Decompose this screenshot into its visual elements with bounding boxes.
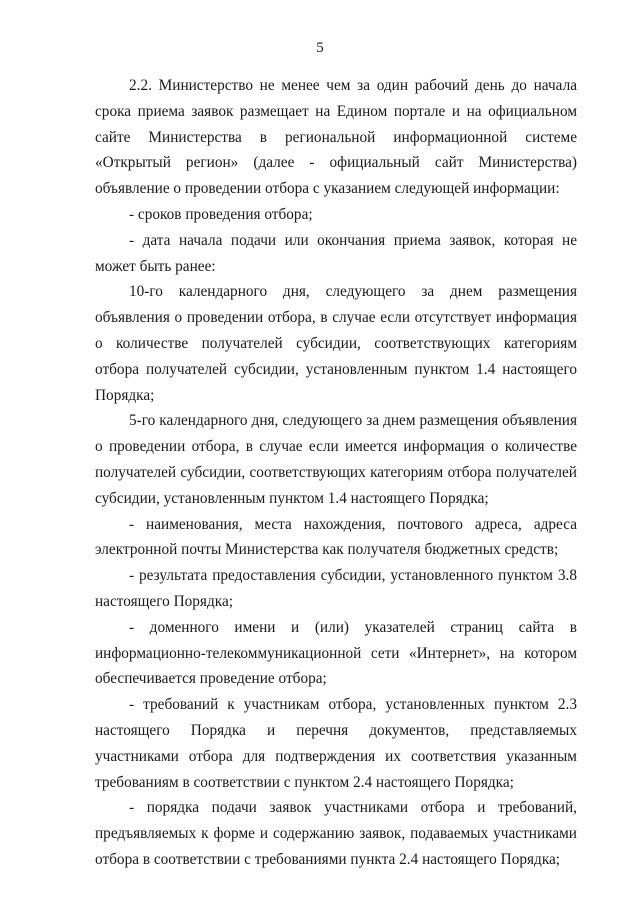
list-item-application-dates: - дата начала подачи или окончания приема заявок, которая не может быть ранее: bbox=[95, 231, 577, 275]
list-item-selection-dates: - сроков проведения отбора; bbox=[129, 205, 313, 223]
list-item-participant-requirements: - требований к участникам отбора, установленных пунктом 2.3 настоящего Порядка и перечня документов, представляемых участниками отбора для подтверждения их соответствия указанным требованиям в соответствии с пунктом 2.4 настоящего Порядка; bbox=[95, 696, 577, 791]
list-item-domain-name: - доменного имени и (или) указателей страниц сайта в информационно-телекоммуникационной сети «Интернет», на котором обеспечивается проведение отбора; bbox=[95, 618, 577, 688]
sub-item-5th-day: 5-го календарного дня, следующего за днем размещения объявления о проведении отбора, в случае если имеется информация о количестве получателей субсидии, соответствующих категориям отбора получателей субсидии, установленным пунктом 1.4 настоящего Порядка; bbox=[95, 412, 577, 507]
page-number: 5 bbox=[316, 40, 324, 56]
sub-item-10th-day: 10-го календарного дня, следующего за днем размещения объявления о проведении отбора, в случае если отсутствует информация о количестве получателей субсидии, соответствующих категориям отбора получателей субсидии, установленным пунктом 1.4 настоящего Порядка; bbox=[95, 283, 577, 404]
paragraph-2-2: 2.2. Министерство не менее чем за один рабочий день до начала срока приема заявок размещает на Едином портале и на официальном сайте Министерства в региональной информационной системе «Открытый регион» (далее - официальный сайт Министерства) объявление о проведении отбора с указанием следующей информации: bbox=[95, 77, 577, 198]
document-body bbox=[95, 73, 577, 873]
list-item-subsidy-result: - результата предоставления субсидии, установленного пунктом 3.8 настоящего Порядка; bbox=[95, 567, 577, 610]
list-item-ministry-details: - наименования, места нахождения, почтового адреса, адреса электронной почты Министерства как получателя бюджетных средств; bbox=[95, 515, 577, 559]
list-item-submission-procedure: - порядка подачи заявок участниками отбора и требований, предъявляемых к форме и содержанию заявок, подаваемых участниками отбора в соответствии с требованиями пункта 2.4 настоящего Порядка; bbox=[95, 799, 577, 868]
